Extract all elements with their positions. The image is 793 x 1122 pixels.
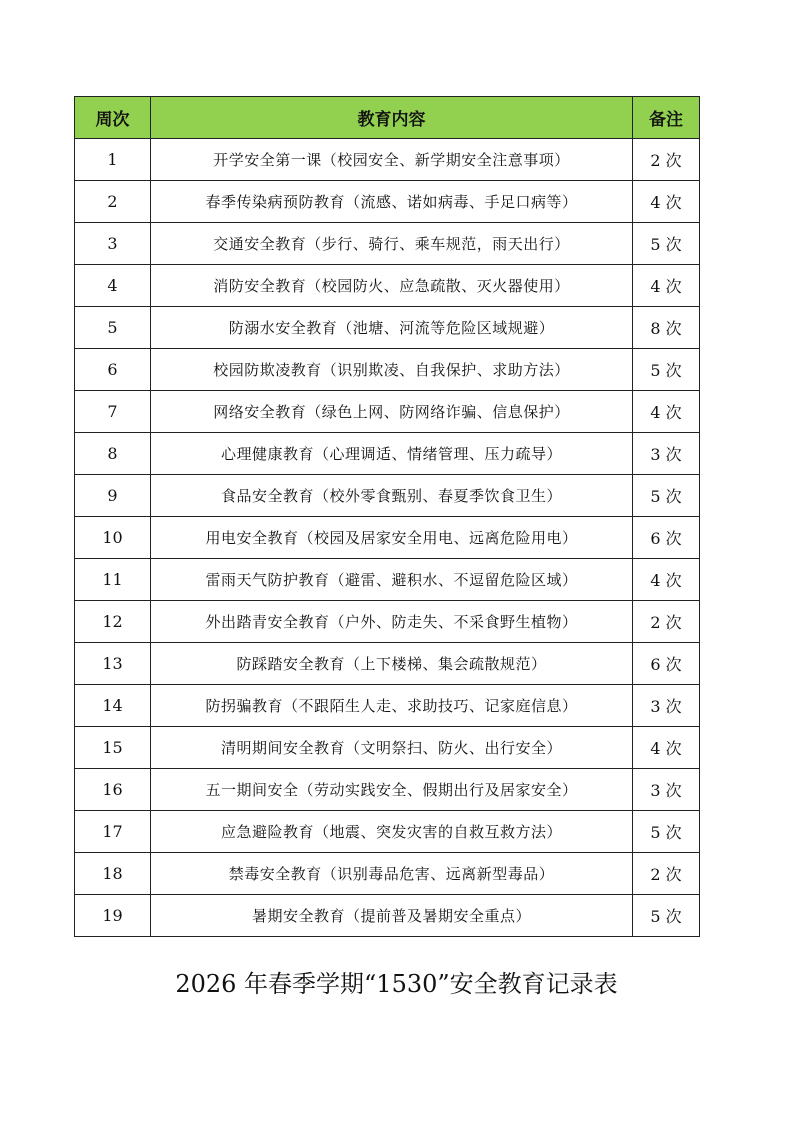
note-cell: 2 次 [633,139,700,181]
header-week: 周次 [75,97,151,139]
header-content: 教育内容 [151,97,633,139]
week-cell: 19 [75,895,151,937]
table-row [75,139,700,181]
table-row [75,559,700,601]
table-row [75,769,700,811]
table-row [75,685,700,727]
note-cell: 5 次 [633,349,700,391]
content-cell: 禁毒安全教育（识别毒品危害、远离新型毒品） [151,853,633,895]
table-row [75,349,700,391]
note-cell: 3 次 [633,685,700,727]
week-cell: 2 [75,181,151,223]
note-cell: 5 次 [633,475,700,517]
content-cell: 网络安全教育（绿色上网、防网络诈骗、信息保护） [151,391,633,433]
note-cell: 4 次 [633,181,700,223]
week-cell: 15 [75,727,151,769]
week-cell: 12 [75,601,151,643]
document-title: 2026 年春季学期“1530”安全教育记录表 [175,970,618,998]
week-cell: 14 [75,685,151,727]
table-row [75,517,700,559]
table-row [75,727,700,769]
table-row [75,895,700,937]
education-record-table [74,96,700,937]
note-cell: 3 次 [633,769,700,811]
note-cell: 5 次 [633,811,700,853]
content-cell: 五一期间安全（劳动实践安全、假期出行及居家安全） [151,769,633,811]
week-cell: 7 [75,391,151,433]
week-cell: 18 [75,853,151,895]
content-cell: 春季传染病预防教育（流感、诺如病毒、手足口病等） [151,181,633,223]
week-cell: 6 [75,349,151,391]
content-cell: 清明期间安全教育（文明祭扫、防火、出行安全） [151,727,633,769]
week-cell: 1 [75,139,151,181]
content-cell: 心理健康教育（心理调适、情绪管理、压力疏导） [151,433,633,475]
week-cell: 9 [75,475,151,517]
content-cell: 暑期安全教育（提前普及暑期安全重点） [151,895,633,937]
table-body [75,139,700,937]
note-cell: 2 次 [633,853,700,895]
week-cell: 8 [75,433,151,475]
week-cell: 5 [75,307,151,349]
content-cell: 防溺水安全教育（池塘、河流等危险区域规避） [151,307,633,349]
content-cell: 交通安全教育（步行、骑行、乘车规范，雨天出行） [151,223,633,265]
table-header-row [75,97,700,139]
note-cell: 3 次 [633,433,700,475]
week-cell: 13 [75,643,151,685]
content-cell: 应急避险教育（地震、突发灾害的自救互救方法） [151,811,633,853]
table-row [75,265,700,307]
table-row [75,181,700,223]
content-cell: 食品安全教育（校外零食甄别、春夏季饮食卫生） [151,475,633,517]
week-cell: 11 [75,559,151,601]
note-cell: 8 次 [633,307,700,349]
content-cell: 开学安全第一课（校园安全、新学期安全注意事项） [151,139,633,181]
table-row [75,307,700,349]
week-cell: 4 [75,265,151,307]
content-cell: 消防安全教育（校园防火、应急疏散、灭火器使用） [151,265,633,307]
week-cell: 3 [75,223,151,265]
week-cell: 10 [75,517,151,559]
note-cell: 2 次 [633,601,700,643]
table-row [75,391,700,433]
header-note: 备注 [633,97,700,139]
note-cell: 5 次 [633,223,700,265]
note-cell: 4 次 [633,559,700,601]
table-row [75,811,700,853]
table-row [75,475,700,517]
table-row [75,643,700,685]
content-cell: 雷雨天气防护教育（避雷、避积水、不逗留危险区域） [151,559,633,601]
note-cell: 4 次 [633,265,700,307]
content-cell: 外出踏青安全教育（户外、防走失、不采食野生植物） [151,601,633,643]
note-cell: 6 次 [633,517,700,559]
week-cell: 17 [75,811,151,853]
content-cell: 防踩踏安全教育（上下楼梯、集会疏散规范） [151,643,633,685]
table-row [75,601,700,643]
week-cell: 16 [75,769,151,811]
content-cell: 用电安全教育（校园及居家安全用电、远离危险用电） [151,517,633,559]
table-row [75,433,700,475]
content-cell: 防拐骗教育（不跟陌生人走、求助技巧、记家庭信息） [151,685,633,727]
content-cell: 校园防欺凌教育（识别欺凌、自我保护、求助方法） [151,349,633,391]
note-cell: 6 次 [633,643,700,685]
table-row [75,853,700,895]
note-cell: 5 次 [633,895,700,937]
note-cell: 4 次 [633,727,700,769]
table-row [75,223,700,265]
note-cell: 4 次 [633,391,700,433]
